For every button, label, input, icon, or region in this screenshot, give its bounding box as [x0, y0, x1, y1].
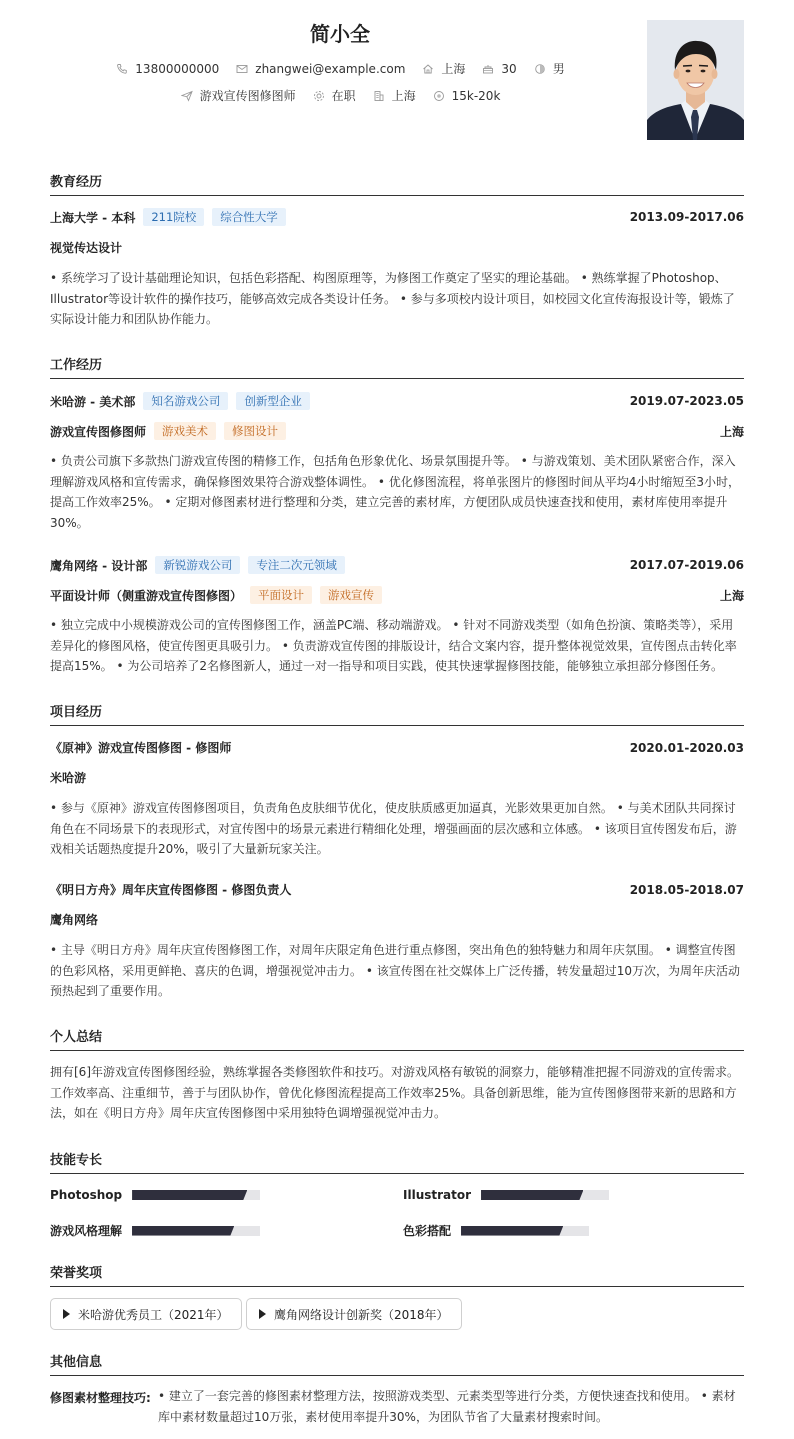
skills-section — [50, 1149, 744, 1174]
projects-section — [50, 701, 744, 726]
target-city-text: 上海 — [391, 89, 416, 103]
company-tag: 新锐游戏公司 — [155, 556, 240, 574]
salary-icon — [432, 89, 446, 103]
section-title-education: 教育经历 — [50, 171, 744, 196]
triangle-icon — [259, 1309, 266, 1319]
project-name: 《明日方舟》周年庆宣传图修图 - 修图负责人 — [50, 883, 292, 897]
school-name: 上海大学 - 本科 — [50, 210, 136, 225]
section-title-summary: 个人总结 — [50, 1026, 744, 1051]
skill-bar-fill — [132, 1190, 247, 1200]
education-period: 2013.09-2017.06 — [629, 210, 744, 224]
salary-info — [432, 89, 501, 103]
salary-text: 15k-20k — [451, 88, 501, 103]
section-title-skills: 技能专长 — [50, 1149, 744, 1174]
skill-name: 游戏风格理解 — [50, 1224, 123, 1238]
project-org: 米哈游 — [50, 771, 87, 785]
send-icon — [180, 89, 194, 103]
work-position-row — [50, 586, 744, 604]
project-org: 鹰角网络 — [50, 913, 99, 927]
contact-row — [50, 60, 630, 77]
phone-text: 13800000000 — [135, 61, 220, 76]
school-tag: 211院校 — [143, 208, 204, 226]
position-name: 平面设计师（侧重游戏宣传图修图） — [50, 588, 243, 603]
job-target-text: 游戏宣传图修图师 — [199, 89, 296, 103]
gender-icon — [533, 62, 547, 76]
other-label: 修图素材整理技巧: — [50, 1391, 151, 1405]
avatar-image — [647, 20, 744, 140]
skill-name: 色彩搭配 — [403, 1224, 452, 1238]
company-tag: 创新型企业 — [236, 392, 310, 410]
skill-item — [403, 1222, 589, 1239]
candidate-name: 简小全 — [310, 22, 370, 46]
education-description: • 系统学习了设计基础理论知识，包括色彩搭配、构图原理等，为修图工作奠定了坚实的理论基础。 • 熟练掌握了Photoshop、Illustrator等设计软件的操作技巧，能够高效完成各类设计任务。 • 参与多项校内设计项目，如校园文化宣传海报设计等，锻炼了实际设计能力和团队协作能力。 — [50, 271, 735, 326]
age-icon — [481, 62, 495, 76]
position-tag: 修图设计 — [224, 422, 286, 440]
other-section — [50, 1351, 744, 1376]
award-item — [50, 1298, 242, 1330]
award-text: 鹰角网络设计创新奖（2018年） — [274, 1307, 449, 1322]
project-period: 2018.05-2018.07 — [629, 882, 744, 897]
skill-item — [50, 1188, 260, 1202]
skill-bar — [132, 1226, 260, 1236]
resume-header — [50, 0, 744, 160]
project-name: 《原神》游戏宣传图修图 - 修图师 — [50, 741, 232, 755]
school-tag: 综合性大学 — [212, 208, 286, 226]
work-period: 2019.07-2023.05 — [629, 394, 744, 408]
location-info — [421, 60, 465, 77]
summary-section — [50, 1026, 744, 1051]
section-title-work: 工作经历 — [50, 354, 744, 379]
company-tag: 知名游戏公司 — [143, 392, 228, 410]
gender-info — [533, 60, 565, 77]
education-section — [50, 171, 744, 196]
work-company-row — [50, 392, 744, 410]
awards-list — [50, 1298, 744, 1330]
skill-bar-fill — [461, 1226, 563, 1236]
skill-bar-fill — [132, 1226, 234, 1236]
work-description: • 负责公司旗下多款热门游戏宣传图的精修工作，包括角色形象优化、场景氛围提升等。 • 与游戏策划、美术团队紧密合作，深入理解游戏风格和宣传需求，确保修图效果符合游戏整体调性。 • 优化修图流程，将单张图片的修图时间从平均4小时缩短至3小时，提高工作效率25%。 • 定期对修图素材进行整理和分类，建立完善的素材库，方便团队成员快速查找和使用，素材库使用率提升30%。 — [50, 454, 740, 530]
phone-info — [115, 62, 219, 76]
triangle-icon — [63, 1309, 70, 1319]
building-icon — [372, 89, 386, 103]
position-tag: 平面设计 — [250, 586, 312, 604]
location-text: 上海 — [441, 62, 466, 76]
major-row — [50, 239, 744, 256]
company-name: 米哈游 - 美术部 — [50, 394, 136, 409]
age-text: 30 — [501, 61, 517, 76]
status-info — [312, 87, 356, 104]
home-icon — [421, 62, 435, 76]
position-name: 游戏宣传图修图师 — [50, 424, 147, 439]
award-text: 米哈游优秀员工（2021年） — [78, 1307, 229, 1322]
section-title-projects: 项目经历 — [50, 701, 744, 726]
phone-icon — [115, 62, 129, 76]
work-description: • 独立完成中小规模游戏公司的宣传图修图工作，涵盖PC端、移动端游戏。 • 针对不同游戏类型（如角色扮演、策略类等），采用差异化的修图风格，使宣传图更具吸引力。 • 负责游戏宣传图的排版设计，结合文案内容，提升整体视觉效果，宣传图点击转化率提高15%。 • 为公司培养了2名修图新人，通过一对一指导和项目实践，使其快速掌握修图技能，能够独立承担部分修图任务。 — [50, 618, 737, 673]
email-info — [235, 62, 405, 76]
project-description: • 主导《明日方舟》周年庆宣传图修图工作，对周年庆限定角色进行重点修图，突出角色的独特魅力和周年庆氛围。 • 调整宣传图的色彩风格，采用更鲜艳、喜庆的色调，增强视觉冲击力。 • 该宣传图在社交媒体上广泛传播，转发量超过10万次，为周年庆活动预热起到了重要作用。 — [50, 943, 740, 998]
work-section — [50, 354, 744, 379]
skill-name: Illustrator — [403, 1188, 472, 1202]
awards-section — [50, 1262, 744, 1287]
project-header-row — [50, 881, 744, 898]
company-name: 鹰角网络 - 设计部 — [50, 558, 148, 573]
project-org-row — [50, 769, 744, 786]
position-tag: 游戏宣传 — [320, 586, 382, 604]
target-city-info — [372, 87, 416, 104]
work-position-row — [50, 422, 744, 440]
project-org-row — [50, 911, 744, 928]
mail-icon — [235, 62, 249, 76]
skill-name: Photoshop — [50, 1188, 123, 1202]
skill-item — [50, 1222, 260, 1239]
status-icon — [312, 89, 326, 103]
age-info — [481, 62, 516, 76]
summary-text: 拥有[6]年游戏宣传图修图经验，熟练掌握各类修图软件和技巧。对游戏风格有敏锐的洞察力，能够精准把握不同游戏的宣传需求。工作效率高、注重细节，善于与团队协作，曾优化修图流程提高工作效率25%。具备创新思维，能为宣传图修图带来新的思路和方法，如在《明日方舟》周年庆宣传图修图中采用独特色调增强视觉冲击力。 — [50, 1065, 740, 1120]
skill-bar — [481, 1190, 609, 1200]
work-city: 上海 — [719, 588, 744, 603]
section-title-other: 其他信息 — [50, 1351, 744, 1376]
project-header-row — [50, 739, 744, 756]
skill-bar-fill — [481, 1190, 583, 1200]
job-row — [50, 87, 630, 104]
skill-bar — [461, 1226, 589, 1236]
resume-page — [50, 0, 744, 1424]
education-header-row — [50, 208, 744, 226]
skill-bar — [132, 1190, 260, 1200]
skill-item — [403, 1188, 609, 1202]
section-title-awards: 荣誉奖项 — [50, 1262, 744, 1287]
position-tag: 游戏美术 — [154, 422, 216, 440]
major-name: 视觉传达设计 — [50, 241, 123, 255]
work-city: 上海 — [719, 424, 744, 439]
award-item — [246, 1298, 462, 1330]
project-period: 2020.01-2020.03 — [629, 740, 744, 755]
job-target-info — [180, 87, 296, 104]
company-tag: 专注二次元领域 — [248, 556, 345, 574]
status-text: 在职 — [331, 89, 356, 103]
work-company-row — [50, 556, 744, 574]
other-text: • 建立了一套完善的修图素材整理方法，按照游戏类型、元素类型等进行分类，方便快速查找和使用。 • 素材库中素材数量超过10万张，素材使用率提升30%，为团队节省了大量素材搜索时间。 — [158, 1389, 736, 1424]
project-description: • 参与《原神》游戏宣传图修图项目，负责角色皮肤细节优化，使皮肤质感更加逼真，光影效果更加自然。 • 与美术团队共同探讨角色在不同场景下的表现形式，对宣传图中的场景元素进行精细化处理，增强画面的层次感和立体感。 • 该项目宣传图发布后，游戏相关话题热度提升20%，吸引了大量新玩家关注。 — [50, 801, 737, 856]
work-period: 2017.07-2019.06 — [629, 558, 744, 572]
profile-photo — [647, 20, 744, 140]
gender-text: 男 — [552, 62, 565, 76]
email-text: zhangwei@example.com — [255, 61, 406, 76]
